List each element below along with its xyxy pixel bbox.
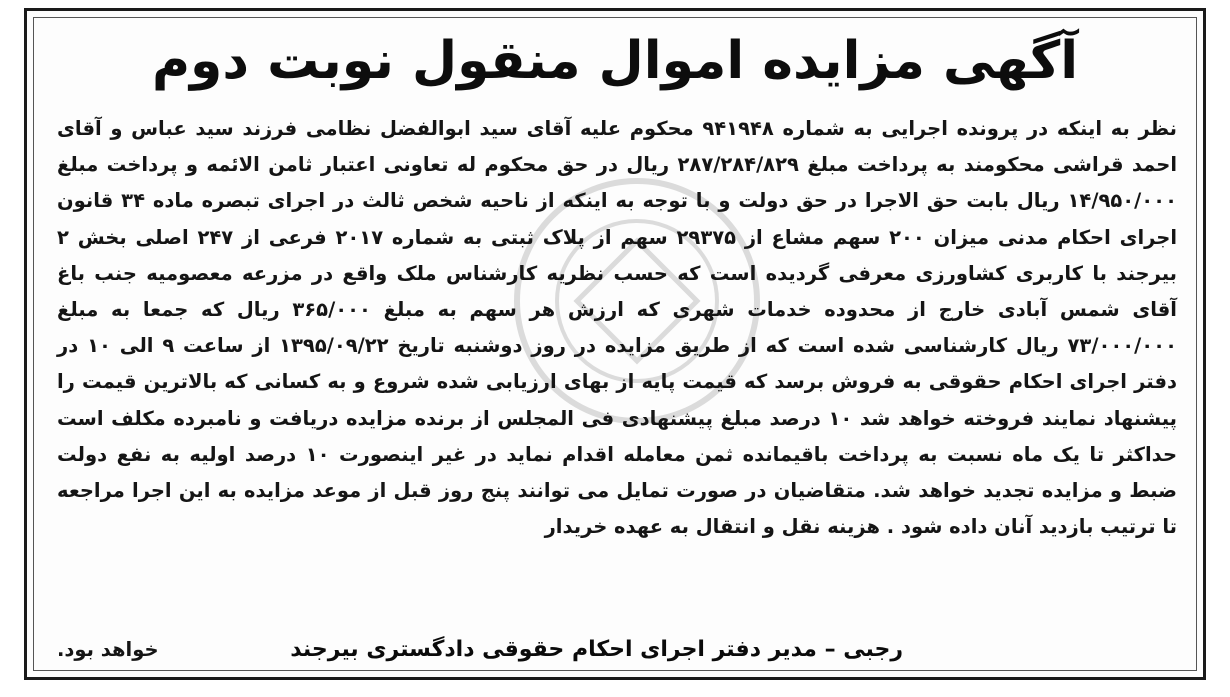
notice-body: نظر به اینکه در پرونده اجرایی به شماره ۹۴۱۹۴۸ محکوم علیه آقای سید ابوالفضل نظامی فرزند سید عباس و آقای احمد قراشی محکومند به پرداخت مبلغ ۲۸۷/۲۸۴/۸۲۹ ریال در حق محکوم له تعاونی اعتبار ثامن الائمه و پرداخت مبلغ ۱۴/۹۵۰/۰۰۰ ریال بابت حق الاجرا در حق دولت و با توجه به اینکه از ناحیه شخص ثالث در اجرای تبصره ماده ۳۴ قانون اجرای احکام مدنی میزان ۲۰۰ سهم مشاع از ۲۹۳۷۵ سهم از پلاک ثبتی به شماره ۲۰۱۷ فرعی از ۲۴۷ اصلی بخش ۲ بیرجند با کاربری کشاورزی معرفی گردیده است که حسب نظریه کارشناس ملک واقع در مزرعه معصومیه جنب باغ آقای شمس آبادی خارج از محدوده خدمات شهری که ارزش هر سهم به مبلغ ۳۶۵/۰۰۰ ریال که جمعا به مبلغ ۷۳/۰۰۰/۰۰۰ ریال کارشناسی شده است که از طریق مزایده در روز دوشنبه تاریخ ۱۳۹۵/۰۹/۲۲ از ساعت ۹ الی ۱۰ در دفتر اجرای احکام حقوقی به فروش برسد که قیمت پایه از بهای ارزیابی شده شروع و به کسانی که بالاترین قیمت را پیشنهاد نمایند فروخته خواهد شد ۱۰ درصد مبلغ پیشنهادی فی المجلس از برنده مزایده دریافت و نامبرده مکلف است حداکثر تا یک ماه نسبت به پرداخت باقیمانده ثمن معامله اقدام نماید در غیر اینصورت ۱۰ درصد اولیه به نفع دولت ضبط و مزایده تجدید خواهد شد. متقاضیان در صورت تمایل می توانند پنج روز قبل از موعد مزایده به این اجرا مراجعه تا ترتیب بازدید آنان داده شود . هزینه نقل و انتقال به عهده خریدار: [57, 117, 1177, 539]
notice-signature: رجبی – مدیر دفتر اجرای احکام حقوقی دادگستری بیرجند: [290, 637, 903, 662]
notice-title: آگهی مزایده اموال منقول نوبت دوم: [151, 31, 1079, 91]
notice-frame: [24, 8, 1206, 680]
notice-body-ending: خواهد بود.: [57, 638, 159, 661]
